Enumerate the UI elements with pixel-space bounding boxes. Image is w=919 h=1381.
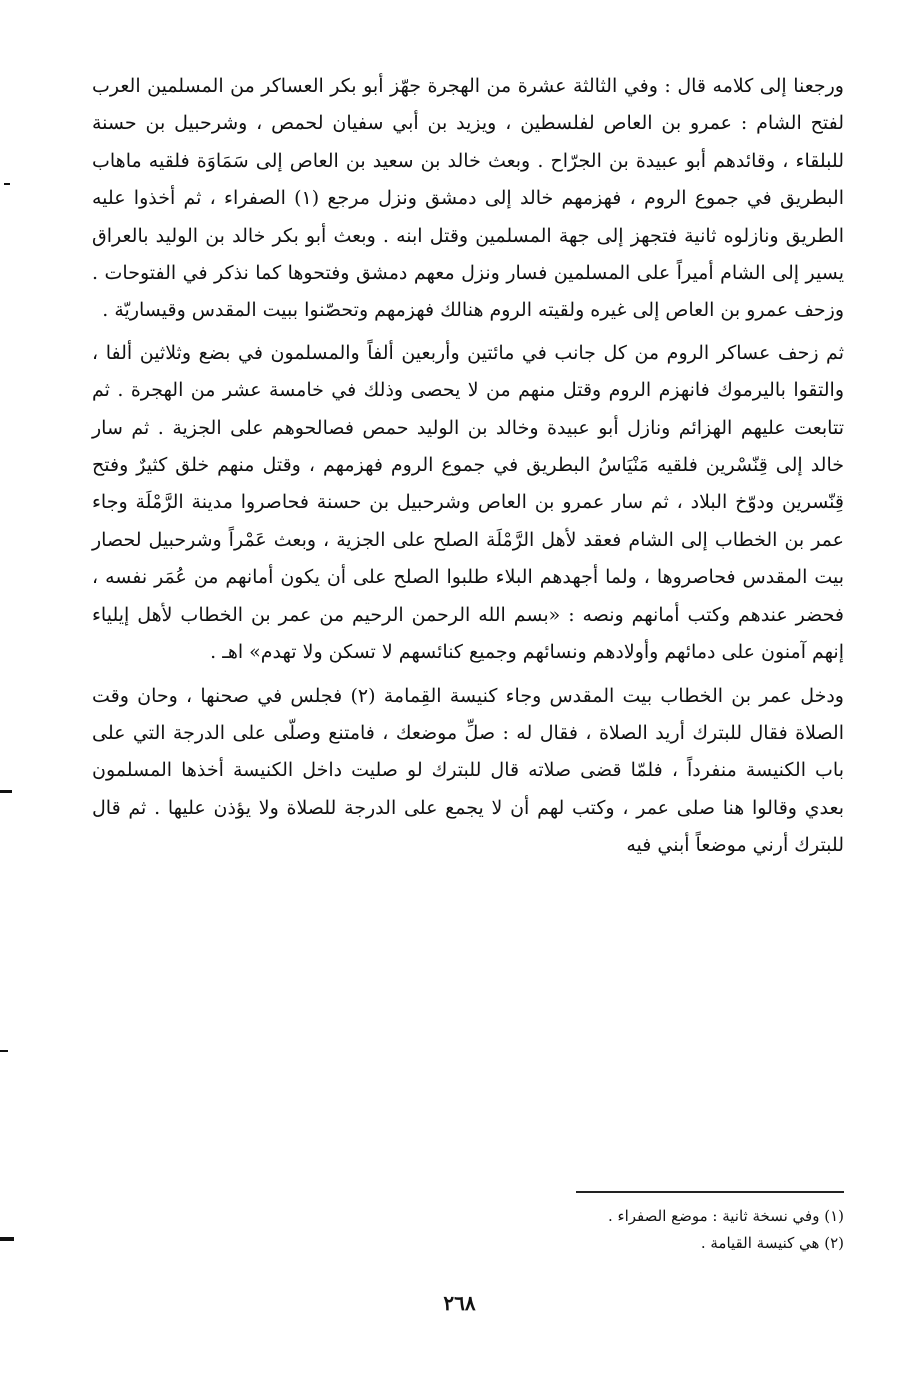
footnote: (٢) هي كنيسة القيامة . <box>700 1234 844 1252</box>
margin-mark <box>0 790 12 793</box>
footnotes <box>380 1203 844 1257</box>
footnote-divider <box>576 1191 844 1193</box>
margin-mark <box>0 1237 14 1241</box>
main-text <box>92 68 844 865</box>
paragraph: ودخل عمر بن الخطاب بيت المقدس وجاء كنيسة القِمامة (٢) فجلس في صحنها ، وحان وقت الصلاة فقال للبترك أريد الصلاة ، فقال له : صلِّ موضعك ، فامتنع وصلّى على الدرجة التي على باب الكنيسة منفرداً ، فلمّا قضى صلاته قال للبترك لو صليت داخل الكنيسة أخذها المسلمون بعدي وقالوا هنا صلى عمر ، وكتب لهم أن لا يجمع على الدرجة للصلاة ولا يؤذن عليها . ثم قال للبترك أرني موضعاً أبني فيه <box>92 684 844 857</box>
margin-mark <box>4 183 10 185</box>
page-number: ٢٦٨ <box>443 1291 476 1315</box>
margin-mark <box>0 1050 8 1052</box>
paragraph: ثم زحف عساكر الروم من كل جانب في مائتين وأربعين ألفاً والمسلمون في بضع وثلاثين ألفا ، والتقوا باليرموك فانهزم الروم وقتل منهم من لا يحصى وذلك في خامسة عشر من الهجرة . ثم تتابعت عليهم الهزائم ونازل أبو عبيدة وخالد بن الوليد حمص فصالحوهم على الجزية . ثم سار خالد إلى قِنّسْرين فلقيه مَنْيَاسُ البطريق في جموع الروم فهزمهم ، وقتل منهم خلق كثيرٌ وفتح قِنّسرين ودوّخ البلاد ، ثم سار عمرو بن العاص وشرحبيل بن حسنة فحاصروا مدينة الرَّمْلَة وجاء عمر بن الخطاب إلى الشام فعقد لأهل الرَّمْلَة الصلح على الجزية ، وبعث عَمْراً وشرحبيل لحصار بيت المقدس فحاصروها ، ولما أجهدهم البلاء طلبوا الصلح على أن يكون أمانهم من عُمَر نفسه ، فحضر عندهم وكتب أمانهم ونصه : «بسم الله الرحمن الرحيم من عمر بن الخطاب لأهل إيلياء إنهم آمنون على دمائهم وأولادهم ونسائهم وجميع كنائسهم لا تسكن ولا تهدم» اهـ . <box>92 341 844 664</box>
paragraph: ورجعنا إلى كلامه قال : وفي الثالثة عشرة من الهجرة جهّز أبو بكر العساكر من المسلمين العرب لفتح الشام : عمرو بن العاص لفلسطين ، ويزيد بن أبي سفيان لحمص ، وشرحبيل بن حسنة للبلقاء ، وقائدهم أبو عبيدة بن الجرّاح . وبعث خالد بن سعيد بن العاص إلى سَمَاوَة فلقيه ماهاب البطريق في جموع الروم ، فهزمهم خالد إلى دمشق ونزل مرجع (١) الصفراء ، ثم أخذوا عليه الطريق ونازلوه ثانية فتجهز إلى جهة المسلمين وقتل ابنه . وبعث أبو بكر خالد بن الوليد بالعراق يسير إلى الشام أميراً على المسلمين فسار ونزل معهم دمشق وفتحوها كما نذكر في الفتوحات . وزحف عمرو بن العاص إلى غيره ولقيته الروم هنالك فهزمهم وتحصّنوا ببيت المقدس وقيساريّة . <box>92 75 844 322</box>
footnote: (١) وفي نسخة ثانية : موضع الصفراء . <box>608 1207 844 1225</box>
